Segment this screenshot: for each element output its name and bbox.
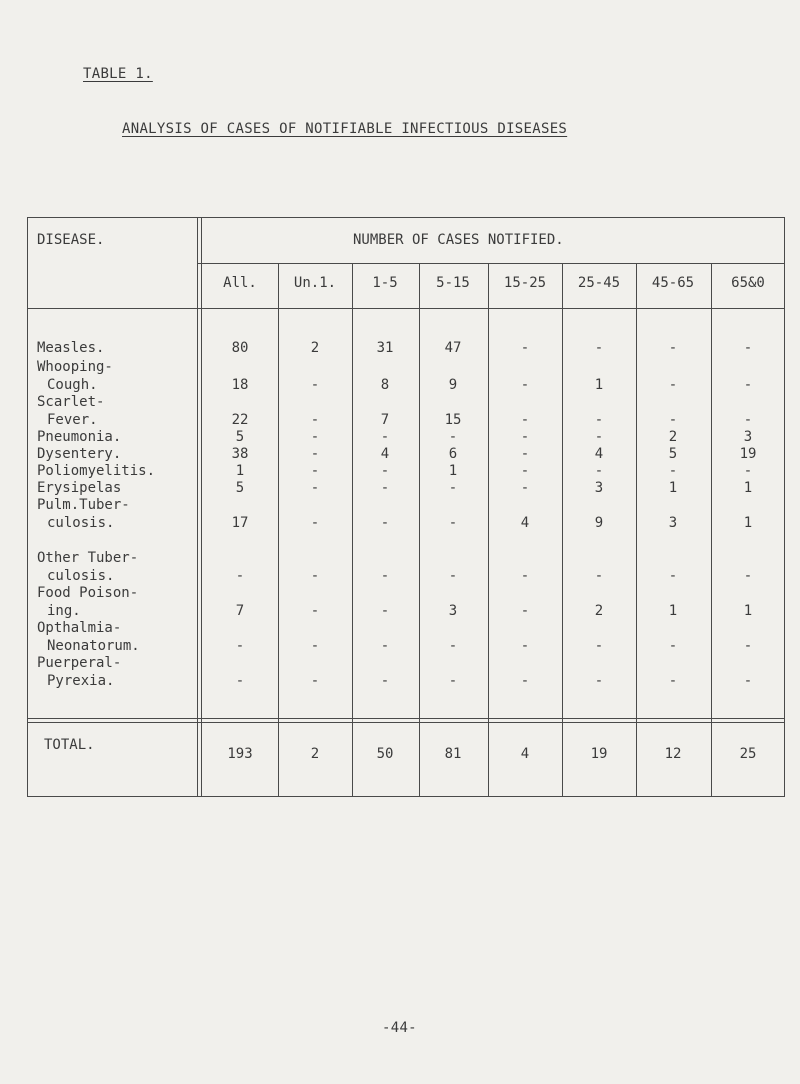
- case-count: -: [594, 340, 604, 356]
- case-count: 22: [231, 411, 249, 428]
- total-count: 50: [376, 746, 394, 762]
- case-count: 3: [448, 602, 458, 619]
- case-count: 3: [743, 429, 753, 445]
- case-count: -: [520, 480, 530, 496]
- case-count: 18: [231, 376, 249, 393]
- table-right-border: [784, 217, 785, 797]
- case-count: -: [743, 376, 753, 393]
- case-count: 1: [668, 480, 678, 496]
- case-count: 1: [448, 463, 458, 479]
- case-count: -: [520, 429, 530, 445]
- disease-name-line: Pulm.Tuber-: [37, 497, 130, 513]
- disease-name-line: culosis.: [47, 567, 115, 584]
- case-count: -: [235, 637, 245, 654]
- case-count: -: [380, 429, 390, 445]
- case-count: -: [310, 567, 320, 584]
- column-divider-5: [562, 263, 563, 797]
- case-count: -: [668, 567, 678, 584]
- case-count: -: [448, 480, 458, 496]
- disease-name: [37, 620, 140, 655]
- disease-name: [37, 429, 121, 447]
- group-header: NUMBER OF CASES NOTIFIED.: [353, 232, 564, 248]
- case-count: 3: [594, 480, 604, 496]
- case-count: -: [594, 672, 604, 689]
- disease-name: [37, 585, 138, 620]
- column-header: 45-65: [651, 275, 695, 291]
- disease-name: [37, 497, 130, 532]
- case-count: -: [380, 514, 390, 531]
- case-count: 7: [380, 411, 390, 428]
- disease-name-line: Erysipelas: [37, 480, 122, 496]
- case-count: -: [594, 429, 604, 445]
- table-top-border: [27, 217, 785, 218]
- total-count: 12: [664, 746, 682, 762]
- case-count: -: [235, 567, 245, 584]
- case-count: 2: [594, 602, 604, 619]
- case-count: -: [520, 637, 530, 654]
- case-count: -: [310, 480, 320, 496]
- disease-name: [37, 655, 121, 690]
- column-divider-6: [636, 263, 637, 797]
- case-count: -: [520, 446, 530, 462]
- case-count: 31: [376, 340, 394, 356]
- case-count: 9: [594, 514, 604, 531]
- disease-name-line: Scarlet-: [37, 394, 105, 410]
- case-count: -: [594, 463, 604, 479]
- total-divider-a: [27, 718, 785, 719]
- disease-name: [37, 359, 113, 394]
- column-header: 25-45: [577, 275, 621, 291]
- case-count: -: [380, 672, 390, 689]
- disease-name-line: Fever.: [47, 411, 98, 428]
- header-divider: [27, 308, 785, 309]
- disease-name: [37, 394, 104, 429]
- case-count: 2: [668, 429, 678, 445]
- disease-name-line: Food Poison-: [37, 585, 139, 601]
- disease-name-line: Cough.: [47, 376, 98, 393]
- case-count: -: [235, 672, 245, 689]
- case-count: 1: [743, 602, 753, 619]
- case-count: 6: [448, 446, 458, 462]
- case-count: -: [520, 602, 530, 619]
- disease-name: [37, 480, 121, 498]
- column-header: 5-15: [436, 275, 470, 291]
- case-count: -: [743, 672, 753, 689]
- case-count: 5: [235, 429, 245, 445]
- disease-name-line: Opthalmia-: [37, 620, 122, 636]
- case-count: -: [380, 463, 390, 479]
- disease-name: [37, 550, 138, 585]
- case-count: 1: [235, 463, 245, 479]
- case-count: 3: [668, 514, 678, 531]
- disease-name-line: Pyrexia.: [47, 672, 115, 689]
- case-count: -: [448, 637, 458, 654]
- case-count: 17: [231, 514, 249, 531]
- case-count: -: [380, 480, 390, 496]
- column-header: All.: [223, 275, 257, 291]
- page-number: -44-: [382, 1020, 417, 1036]
- column-header: 1-5: [372, 275, 398, 291]
- column-divider-7: [711, 263, 712, 797]
- column-divider-3: [419, 263, 420, 797]
- total-count: 2: [310, 746, 320, 762]
- total-divider-b: [27, 722, 785, 723]
- case-count: 80: [231, 340, 249, 356]
- case-count: -: [520, 672, 530, 689]
- case-count: -: [310, 446, 320, 462]
- case-count: -: [743, 637, 753, 654]
- disease-name: [37, 340, 104, 358]
- case-count: -: [594, 637, 604, 654]
- case-count: 1: [743, 514, 753, 531]
- column-header: 15-25: [503, 275, 547, 291]
- case-count: -: [310, 637, 320, 654]
- case-count: -: [668, 340, 678, 356]
- case-count: -: [594, 567, 604, 584]
- disease-name-line: Other Tuber-: [37, 550, 139, 566]
- column-header: 65&0: [731, 275, 765, 291]
- total-count: 193: [227, 746, 253, 762]
- total-label: TOTAL.: [44, 737, 95, 753]
- case-count: -: [668, 463, 678, 479]
- total-count: 4: [520, 746, 530, 762]
- case-count: -: [310, 463, 320, 479]
- column-header: Un.1.: [293, 275, 337, 291]
- case-count: -: [594, 411, 604, 428]
- table-title: ANALYSIS OF CASES OF NOTIFIABLE INFECTIOUS DISEASES: [122, 121, 568, 137]
- total-count: 19: [590, 746, 608, 762]
- case-count: 4: [520, 514, 530, 531]
- table-label: TABLE 1.: [83, 66, 153, 82]
- case-count: -: [668, 672, 678, 689]
- disease-name-line: Puerperal-: [37, 655, 122, 671]
- case-count: 8: [380, 376, 390, 393]
- case-count: -: [520, 463, 530, 479]
- case-count: -: [380, 567, 390, 584]
- case-count: 4: [594, 446, 604, 462]
- column-divider-1: [278, 263, 279, 797]
- case-count: -: [380, 602, 390, 619]
- case-count: -: [310, 411, 320, 428]
- case-count: -: [520, 340, 530, 356]
- case-count: -: [743, 411, 753, 428]
- case-count: -: [520, 567, 530, 584]
- case-count: -: [743, 340, 753, 356]
- table-bottom-border: [27, 796, 785, 797]
- total-count: 25: [739, 746, 757, 762]
- disease-name-line: Measles.: [37, 340, 105, 356]
- disease-name-line: culosis.: [47, 514, 115, 531]
- column-divider-4: [488, 263, 489, 797]
- disease-name-line: Poliomyelitis.: [37, 463, 156, 479]
- case-count: -: [310, 429, 320, 445]
- subheader-divider: [198, 263, 785, 264]
- table-left-border: [27, 217, 28, 797]
- case-count: 1: [594, 376, 604, 393]
- case-count: -: [668, 637, 678, 654]
- case-count: -: [310, 514, 320, 531]
- case-count: 2: [310, 340, 320, 356]
- disease-col-divider-b: [201, 217, 202, 797]
- disease-name-line: ing.: [47, 602, 81, 619]
- disease-name-line: Dysentery.: [37, 446, 122, 462]
- case-count: -: [743, 463, 753, 479]
- case-count: 1: [743, 480, 753, 496]
- case-count: 1: [668, 602, 678, 619]
- disease-name-line: Pneumonia.: [37, 429, 122, 445]
- case-count: 5: [235, 480, 245, 496]
- case-count: -: [520, 411, 530, 428]
- total-count: 81: [444, 746, 462, 762]
- case-count: -: [448, 567, 458, 584]
- case-count: 19: [739, 446, 757, 462]
- case-count: -: [310, 602, 320, 619]
- disease-col-divider-a: [197, 217, 198, 797]
- case-count: -: [310, 376, 320, 393]
- case-count: -: [668, 411, 678, 428]
- case-count: -: [448, 429, 458, 445]
- case-count: 7: [235, 602, 245, 619]
- disease-name: [37, 446, 121, 464]
- disease-header: DISEASE.: [37, 232, 105, 248]
- case-count: 4: [380, 446, 390, 462]
- case-count: 9: [448, 376, 458, 393]
- case-count: -: [448, 672, 458, 689]
- disease-name-line: Whooping-: [37, 359, 113, 375]
- disease-name-line: Neonatorum.: [47, 637, 140, 654]
- case-count: 47: [444, 340, 462, 356]
- disease-name: [37, 463, 155, 481]
- case-count: -: [448, 514, 458, 531]
- case-count: -: [743, 567, 753, 584]
- case-count: -: [310, 672, 320, 689]
- case-count: 15: [444, 411, 462, 428]
- case-count: -: [380, 637, 390, 654]
- column-divider-2: [352, 263, 353, 797]
- case-count: -: [668, 376, 678, 393]
- case-count: -: [520, 376, 530, 393]
- case-count: 38: [231, 446, 249, 462]
- case-count: 5: [668, 446, 678, 462]
